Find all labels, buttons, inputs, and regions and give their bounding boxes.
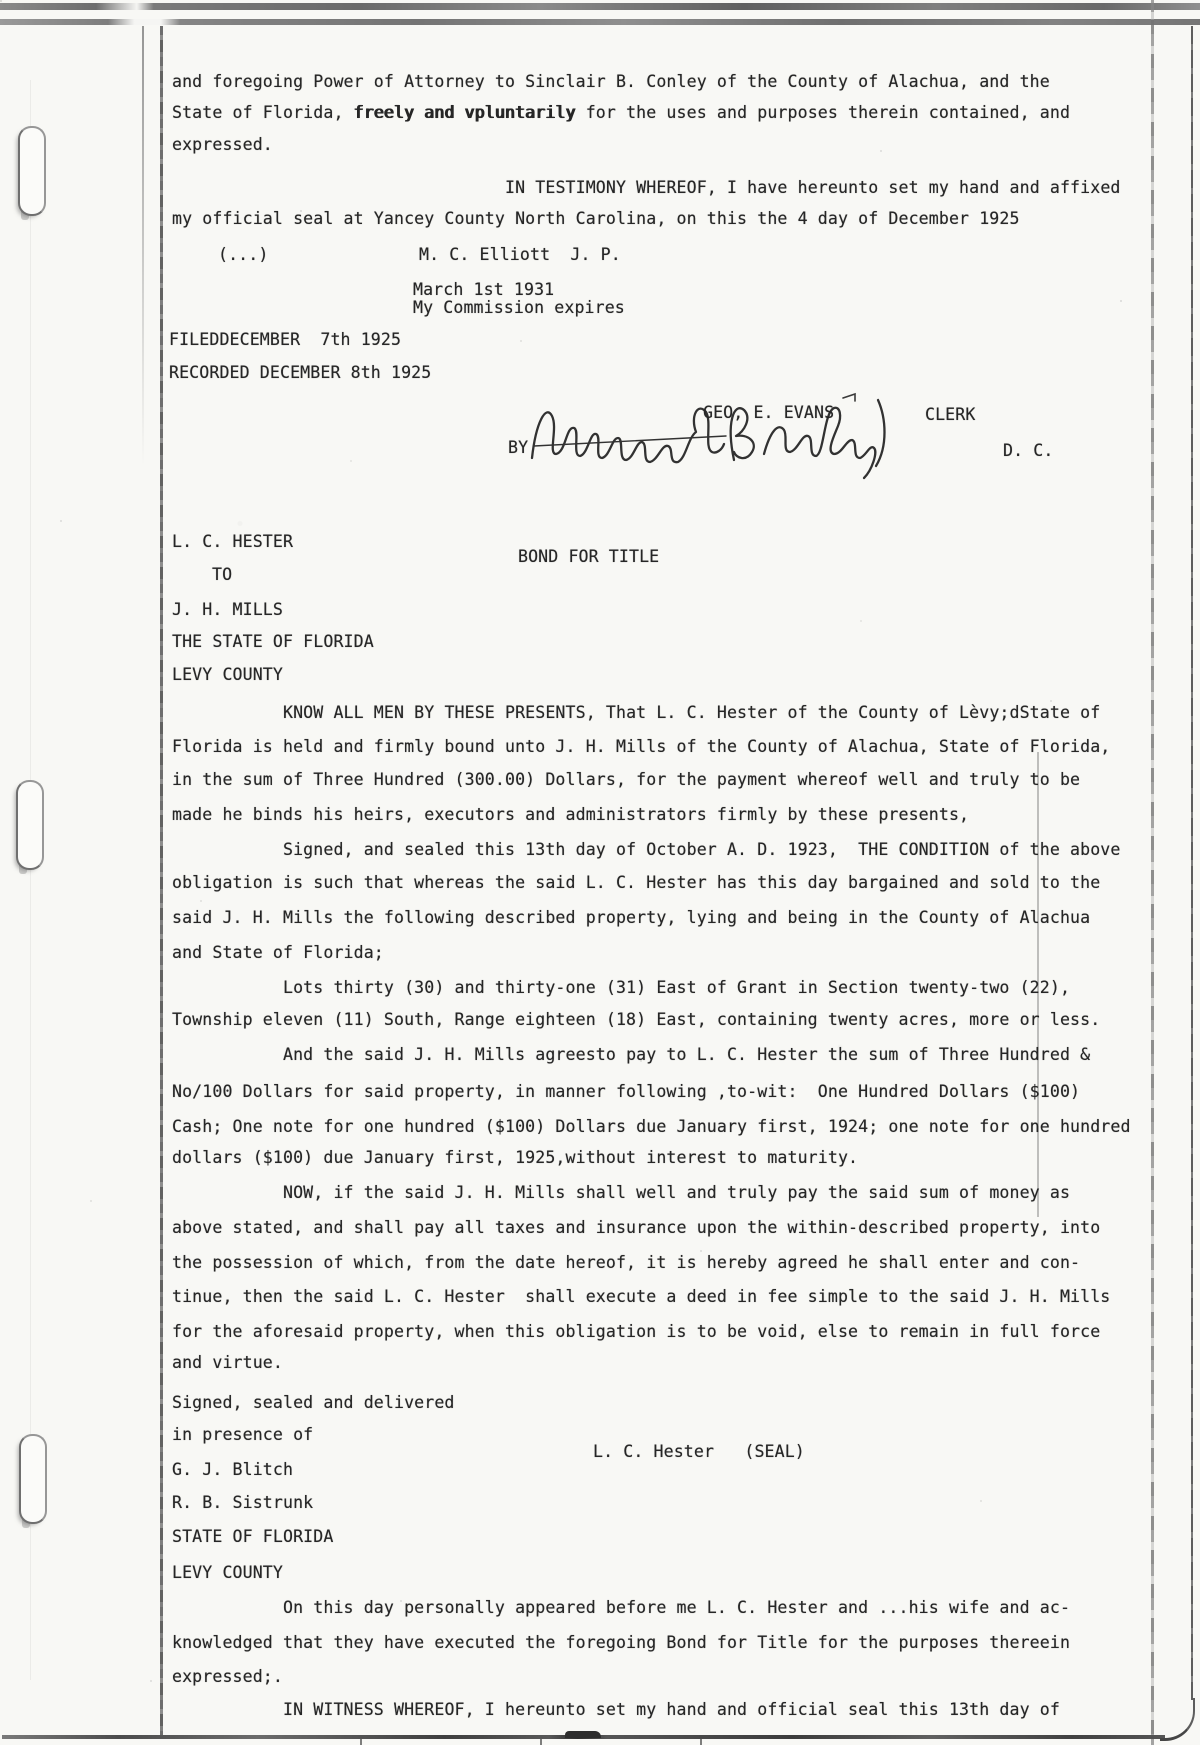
legal-description: Lots thirty (30) and thirty-one (31) East of Grant in Section twenty-two (22), [283,978,1071,997]
body-line: LEVY COUNTY [172,1563,283,1582]
commission-label: My Commission expires [413,298,625,317]
bottom-edge-tick [360,1739,362,1745]
page-bottom-ink-blob [565,1731,601,1738]
body-line: for the aforesaid property, when this obligation is to be void, else to remain in full force [172,1322,1101,1341]
grantor-signature-line: L. C. Hester (SEAL) [593,1442,805,1461]
recorded-stamp: RECORDED DECEMBER 8th 1925 [169,363,432,382]
page-left-edge-faint-line [142,26,144,466]
bottom-edge-tick [700,1739,702,1745]
body-line: obligation is such that whereas the said L. C. Hester has this day bargained and sold to the [172,873,1101,892]
body-line: and State of Florida; [172,943,384,962]
page-right-edge-line-outer [1151,0,1154,1745]
body-line: and virtue. [172,1353,283,1372]
body-line: said J. H. Mills the following described property, lying and being in the County of Alachua [172,908,1091,927]
body-line: LEVY COUNTY [172,665,283,684]
body-line: KNOW ALL MEN BY THESE PRESENTS, That L. C. Hester of the County of Lèvy;dState of [283,703,1101,722]
seal-placeholder: (...) [218,245,269,264]
by-label: BY [508,438,529,457]
body-line: knowledged that they have executed the foregoing Bond for Title for the purposes thereein [172,1633,1071,1652]
scan-edge-band-second [0,19,1200,25]
binder-hole [16,780,44,870]
scan-noise-speckles [0,0,2,2]
page-left-edge-line [160,26,163,1737]
emphasized-text-segment: freely and vpluntarily [353,103,576,122]
legal-description: Township eleven (11) South, Range eighteen (18) East, containing twenty acres, more or less. [172,1010,1101,1029]
notary-name: M. C. Elliott J. P. [419,245,621,264]
grantor-name: L. C. HESTER [172,532,294,551]
clerk-title: CLERK [925,405,976,424]
body-line: THE STATE OF FLORIDA [172,632,374,651]
body-line: made he binds his heirs, executors and administrators firmly by these presents, [172,805,970,824]
attestation-line: in presence of [172,1425,314,1444]
body-line: expressed;. [172,1667,283,1686]
body-line: No/100 Dollars for said property, in manner following ,to-wit: One Hundred Dollars ($100) [172,1082,1081,1101]
text-segment: State of Florida, [172,103,354,122]
text-segment: for the uses and purposes therein contained, and [575,103,1071,122]
clerk-name: GEO, E. EVANS [703,403,835,422]
body-line: above stated, and shall pay all taxes and insurance upon the within-described property, into [172,1218,1101,1237]
scan-edge-band-top [0,3,1200,10]
body-line: tinue, then the said L. C. Hester shall execute a deed in fee simple to the said J. H. Mills [172,1287,1111,1306]
body-line: STATE OF FLORIDA [172,1527,334,1546]
body-line: Florida is held and firmly bound unto J. H. Mills of the County of Alachua, State of Florida, [172,737,1111,756]
body-line: Cash; One note for one hundred ($100) Dollars due January first, 1924; one note for one hundred [172,1117,1131,1136]
bottom-edge-tick [540,1739,542,1745]
document-title: BOND FOR TITLE [518,547,660,566]
body-line: And the said J. H. Mills agreesto pay to L. C. Hester the sum of Three Hundred & [283,1045,1091,1064]
body-line: dollars ($100) due January first, 1925,without interest to maturity. [172,1148,859,1167]
body-line: in the sum of Three Hundred (300.00) Dollars, for the payment whereof well and truly to be [172,770,1081,789]
witness-2: R. B. Sistrunk [172,1493,314,1512]
body-line: the possession of which, from the date hereof, it is hereby agreed he shall enter and con- [172,1253,1081,1272]
deputy-clerk-initials: D. C. [1003,441,1054,460]
body-line: Signed, and sealed this 13th day of October A. D. 1923, THE CONDITION of the above [283,840,1121,859]
filed-stamp: FILEDDECEMBER 7th 1925 [169,330,402,349]
body-line: NOW, if the said J. H. Mills shall well and truly pay the said sum of money as [283,1183,1071,1202]
page-bottom-right-corner-curl [1160,1698,1195,1741]
witness-clause: IN WITNESS WHEREOF, I hereunto set my hand and official seal this 13th day of [283,1700,1060,1719]
body-line: expressed. [172,135,273,154]
binder-hole [19,1434,47,1524]
binder-hole [18,126,46,216]
body-line: my official seal at Yancey County North Carolina, on this the 4 day of December 1925 [172,209,1020,228]
grantee-name: J. H. MILLS [172,600,283,619]
body-line: and foregoing Power of Attorney to Sinclair B. Conley of the County of Alachua, and the [172,72,1050,91]
body-line: On this day personally appeared before me L. C. Hester and ...his wife and ac- [283,1598,1071,1617]
to-label: TO [212,565,233,584]
body-line [172,103,1070,123]
commission-date: March 1st 1931 [413,280,555,299]
page-right-edge-line-inner [1191,26,1193,1700]
witness-1: G. J. Blitch [172,1460,294,1479]
attestation-line: Signed, sealed and delivered [172,1393,455,1412]
testimony-clause: IN TESTIMONY WHEREOF, I have hereunto set my hand and affixed [505,178,1121,197]
